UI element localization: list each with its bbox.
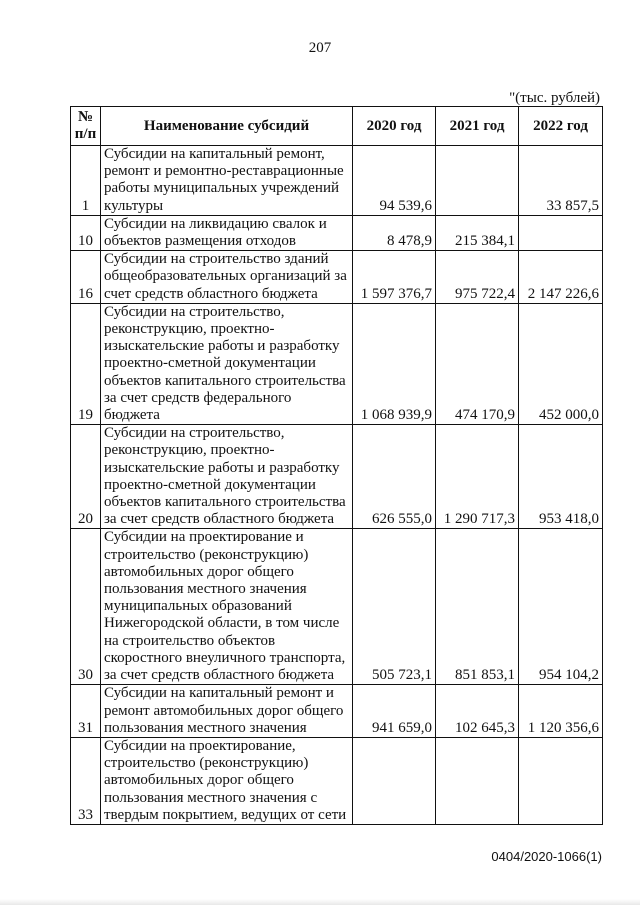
- table-row: [71, 251, 603, 304]
- row-2022: [519, 215, 603, 250]
- page-number: 207: [308, 40, 332, 56]
- row-name: Субсидии на капитальный ремонт и ремонт автомобильных дорог общего пользования местного значения: [101, 685, 353, 738]
- row-num: 1: [71, 146, 101, 216]
- row-name: Субсидии на строительство зданий общеобразовательных организаций за счет средств областного бюджета: [101, 251, 353, 304]
- document-code: 0404/2020-1066(1): [491, 849, 602, 864]
- table-header-row: [71, 107, 603, 146]
- row-num: 30: [71, 529, 101, 685]
- row-name: Субсидии на строительство, реконструкцию, проектно-изыскательские работы и разработку проектно-сметной документации объектов капитального строительства за счет средств федерального бюджета: [101, 303, 353, 424]
- table-row: [71, 215, 603, 250]
- row-name: Субсидии на строительство, реконструкцию, проектно-изыскательские работы и разработку проектно-сметной документации объектов капитального строительства за счет средств областного бюджета: [101, 425, 353, 529]
- row-name: Субсидии на проектирование, строительство (реконструкцию) автомобильных дорог общего пользования местного значения с твердым покрытием, ведущих от сети: [101, 737, 353, 824]
- row-2021: 102 645,3: [436, 685, 519, 738]
- table-row: [71, 529, 603, 685]
- row-2022: 452 000,0: [519, 303, 603, 424]
- row-num: 19: [71, 303, 101, 424]
- row-num: 31: [71, 685, 101, 738]
- table-row: [71, 425, 603, 529]
- header-2021: 2021 год: [436, 107, 519, 146]
- row-2021: 851 853,1: [436, 529, 519, 685]
- row-name: Субсидии на ликвидацию свалок и объектов размещения отходов: [101, 215, 353, 250]
- scan-edge: [0, 899, 640, 905]
- row-num: 20: [71, 425, 101, 529]
- row-num: 10: [71, 215, 101, 250]
- row-2022: 2 147 226,6: [519, 251, 603, 304]
- row-2021: 1 290 717,3: [436, 425, 519, 529]
- row-2020: 1 068 939,9: [353, 303, 436, 424]
- row-2021: 975 722,4: [436, 251, 519, 304]
- row-2022: 953 418,0: [519, 425, 603, 529]
- table-row: [71, 303, 603, 424]
- row-2021: [436, 146, 519, 216]
- subsidies-table: [70, 106, 603, 825]
- row-2020: 94 539,6: [353, 146, 436, 216]
- row-name: Субсидии на капитальный ремонт, ремонт и ремонтно-реставрационные работы муниципальных учреждений культуры: [101, 146, 353, 216]
- row-2021: 474 170,9: [436, 303, 519, 424]
- header-name: Наименование субсидий: [101, 107, 353, 146]
- row-name: Субсидии на проектирование и строительство (реконструкцию) автомобильных дорог общего пользования местного значения муниципальных образований Нижегородской области, в том числе на строительство объектов скоростного внеуличного транспорта, за счет средств областного бюджета: [101, 529, 353, 685]
- row-2020: 1 597 376,7: [353, 251, 436, 304]
- row-num: 33: [71, 737, 101, 824]
- header-num: № п/п: [71, 107, 101, 146]
- row-2022: 954 104,2: [519, 529, 603, 685]
- row-2021: [436, 737, 519, 824]
- row-2022: 33 857,5: [519, 146, 603, 216]
- table-row: [71, 146, 603, 216]
- row-2022: [519, 737, 603, 824]
- row-num: 16: [71, 251, 101, 304]
- table-row: [71, 685, 603, 738]
- row-2020: [353, 737, 436, 824]
- row-2020: 941 659,0: [353, 685, 436, 738]
- row-2021: 215 384,1: [436, 215, 519, 250]
- row-2022: 1 120 356,6: [519, 685, 603, 738]
- unit-note: "(тыс. рублей): [509, 90, 600, 106]
- row-2020: 8 478,9: [353, 215, 436, 250]
- row-2020: 626 555,0: [353, 425, 436, 529]
- row-2020: 505 723,1: [353, 529, 436, 685]
- header-2020: 2020 год: [353, 107, 436, 146]
- table-row: [71, 737, 603, 824]
- header-2022: 2022 год: [519, 107, 603, 146]
